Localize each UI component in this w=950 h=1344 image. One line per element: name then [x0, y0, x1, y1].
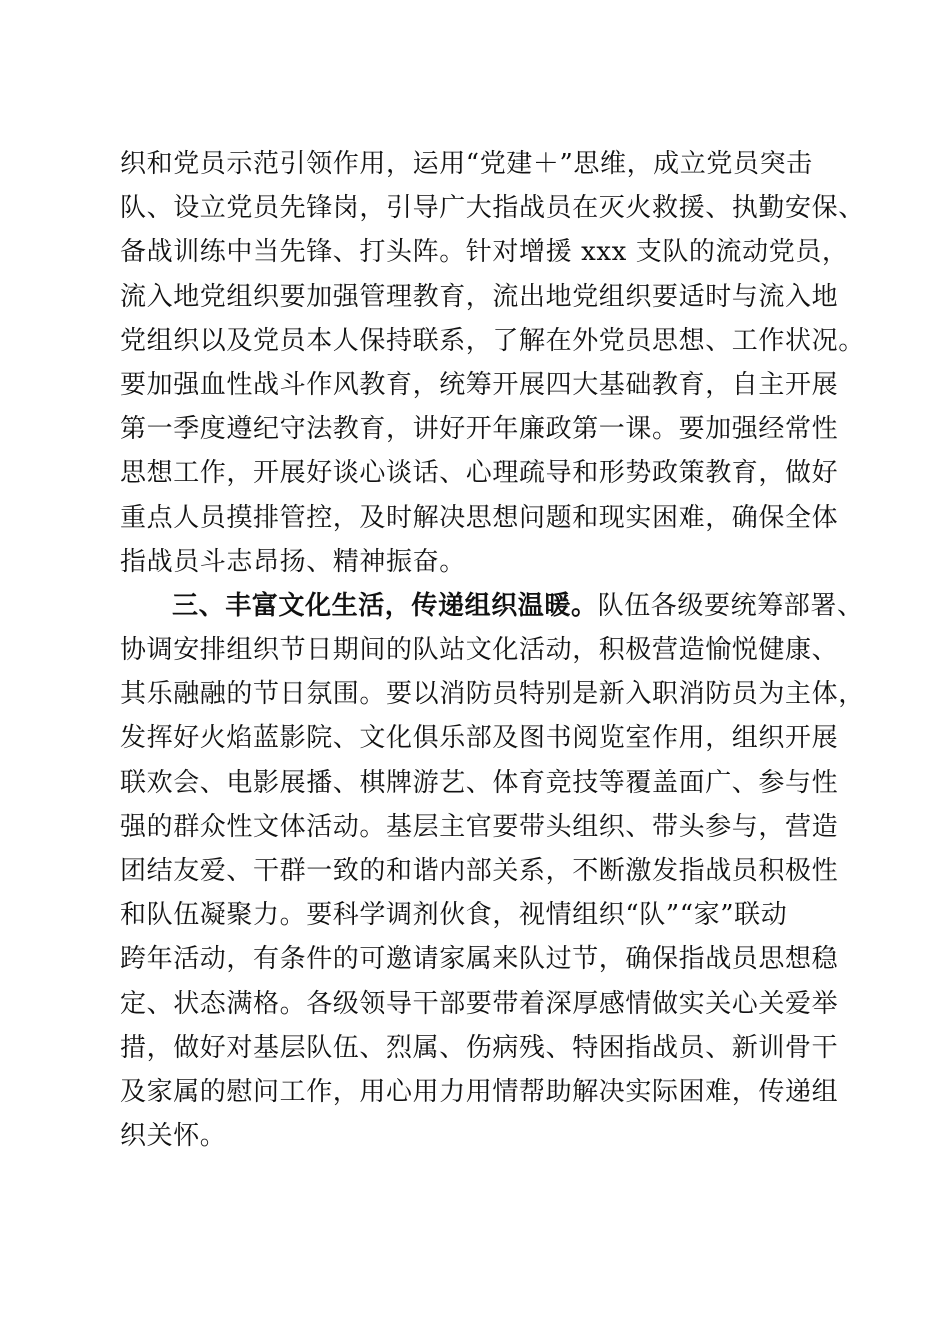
paragraph-culture-life	[120, 584, 865, 1158]
text-line: 及家属的慰问工作，用心用力用情帮助解决实际困难，传递组	[120, 1076, 839, 1107]
text-line: 第一季度遵纪守法教育，讲好开年廉政第一课。要加强经常性	[120, 414, 839, 445]
text-line: 队、设立党员先锋岗，引导广大指战员在灭火救援、执勤安保、	[120, 193, 865, 224]
text-line: 织和党员示范引领作用，运用“党建＋”思维，成立党员突击	[120, 149, 813, 179]
text-line: 思想工作，开展好谈心谈话、心理疏导和形势政策教育，做好	[120, 458, 839, 489]
text-line: 其乐融融的节日氛围。要以消防员特别是新入职消防员为主体，	[120, 679, 865, 710]
text-line: 跨年活动，有条件的可邀请家属来队过节，确保指战员思想稳	[120, 944, 839, 975]
text-line: 要加强血性战斗作风教育，统筹开展四大基础教育，自主开展	[120, 369, 839, 400]
section-heading-continuation: 队伍各级要统筹部署、	[597, 590, 864, 621]
text-line: 备战训练中当先锋、打头阵。针对增援 xxx 支队的流动党员，	[120, 237, 849, 268]
text-line: 重点人员摸排管控，及时解决思想问题和现实困难，确保全体	[120, 502, 839, 533]
text-line: 定、状态满格。各级领导干部要带着深厚感情做实关心关爱举	[120, 988, 839, 1019]
text-line: 指战员斗志昂扬、精神振奋。	[120, 546, 466, 577]
section-heading: 三、丰富文化生活，传递组织温暖。	[172, 590, 598, 621]
paragraph-party-building	[120, 142, 865, 584]
text-line: 强的群众性文体活动。基层主官要带头组织、带头参与，营造	[120, 811, 839, 842]
text-line: 党组织以及党员本人保持联系，了解在外党员思想、工作状况。	[120, 325, 865, 356]
text-line: 团结友爱、干群一致的和谐内部关系，不断激发指战员积极性	[120, 856, 839, 886]
text-line: 协调安排组织节日期间的队站文化活动，积极营造愉悦健康、	[120, 635, 839, 666]
text-line-first	[120, 584, 864, 628]
text-line: 织关怀。	[120, 1121, 227, 1152]
text-line: 联欢会、电影展播、棋牌游艺、体育竞技等覆盖面广、参与性	[120, 767, 839, 798]
text-line: 流入地党组织要加强管理教育，流出地党组织要适时与流入地	[120, 281, 839, 312]
document-body	[120, 142, 865, 1158]
text-line: 发挥好火焰蓝影院、文化俱乐部及图书阅览室作用，组织开展	[120, 723, 839, 754]
text-line: 和队伍凝聚力。要科学调剂伙食，视情组织“队”“家”联动	[120, 900, 788, 931]
text-line: 措，做好对基层队伍、烈属、伤病残、特困指战员、新训骨干	[120, 1032, 839, 1063]
